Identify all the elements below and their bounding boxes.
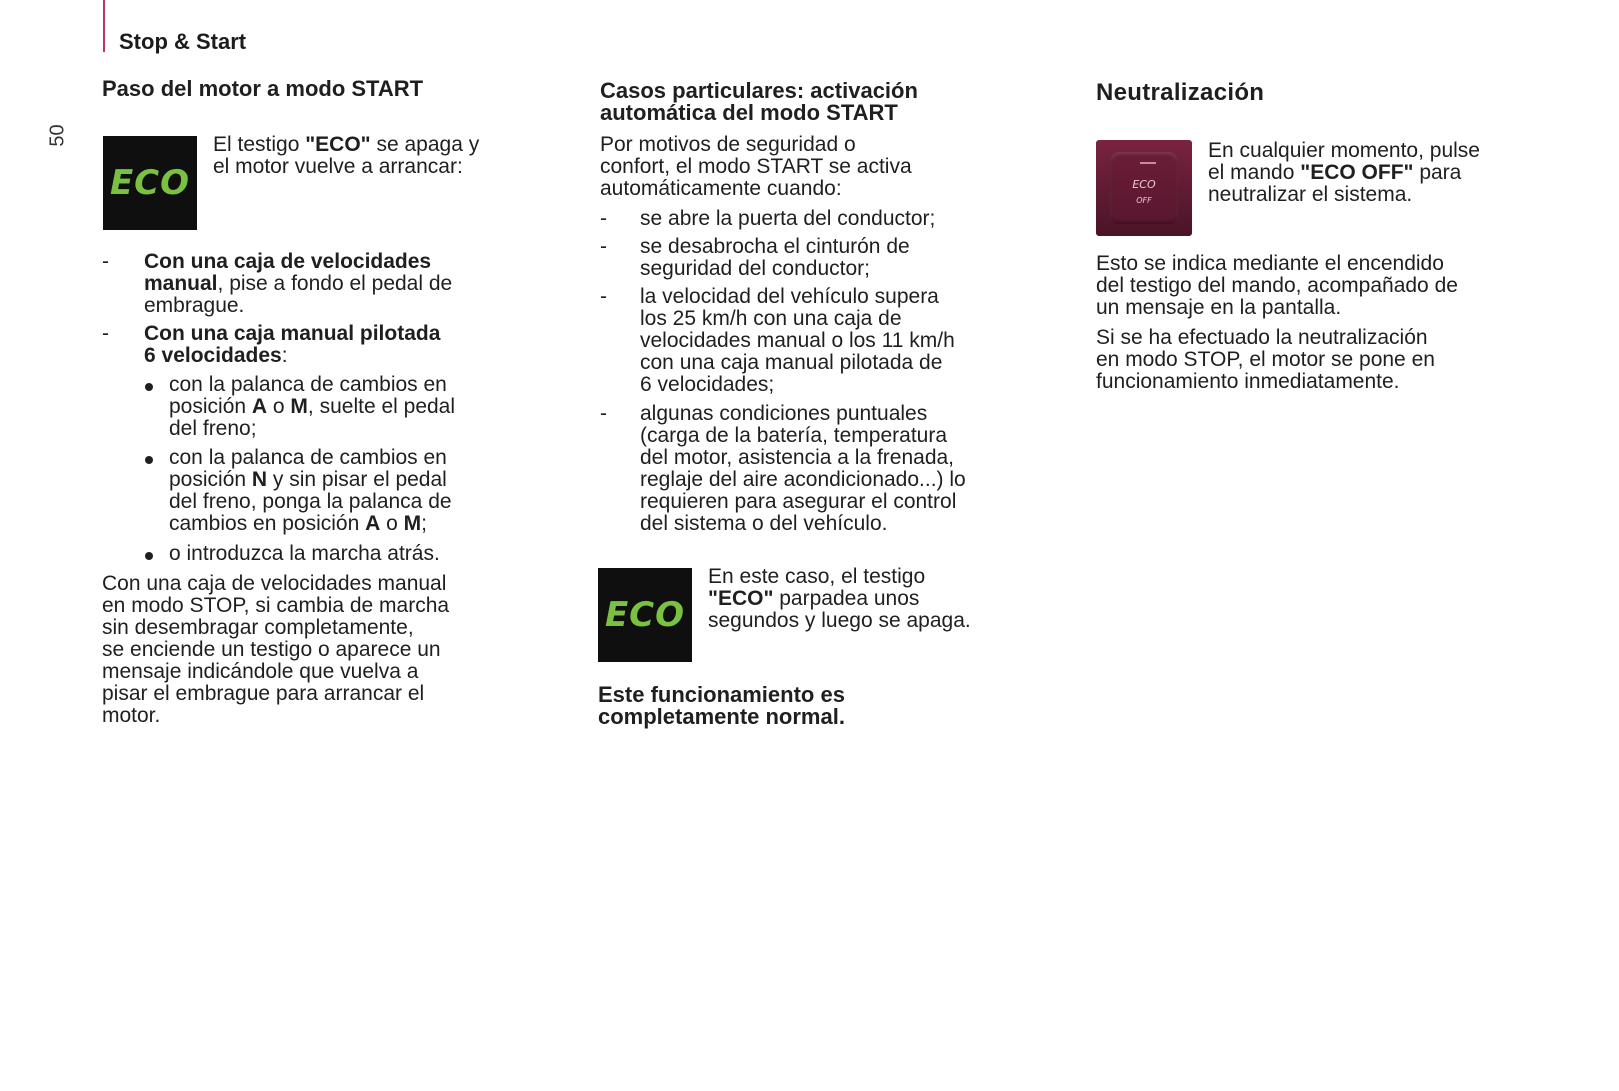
header-accent-bar [103,0,105,52]
heading-start-mode: Paso del motor a modo START [102,76,424,101]
eco-intro-text: El testigo "ECO" se apaga y el motor vuelve a arrancar: [213,133,480,178]
eco-off-button-icon: ECO OFF [1096,140,1192,236]
page-number: 50 [46,124,69,147]
eco-blink-text: En este caso, el testigo "ECO" parpadea unos segundos y luego se apaga. [708,565,971,632]
special-cases-intro: Por motivos de seguridad o confort, el modo START se activa automáticamente cuando: [600,133,912,200]
heading-special-cases: Casos particulares: activación automática del modo START [600,78,918,125]
eco-indicator-icon: ECO [598,568,692,662]
section-title: Stop & Start [119,29,247,54]
manual-stop-paragraph: Con una caja de velocidades manual en modo STOP, si cambia de marcha sin desembragar completamente, se enciende un testigo o aparece un mensaje indicándole que vuelva a pisar el embrague para arrancar el motor. [102,572,450,727]
indicator-paragraph: Esto se indica mediante el encendido del testigo del mando, acompañado de un mensaje en la pantalla. [1096,252,1458,319]
bullet-icon [145,552,153,560]
eco-off-instruction: En cualquier momento, pulse el mando "ECO OFF" para neutralizar el sistema. [1208,139,1480,206]
bullet-icon [145,383,153,391]
heading-neutralization: Neutralización [1096,79,1265,106]
eco-indicator-icon: ECO [103,136,197,230]
bullet-icon [145,456,153,464]
normal-operation-note: Este funcionamiento es completamente normal. [598,682,845,729]
stop-mode-paragraph: Si se ha efectuado la neutralización en modo STOP, el motor se pone en funcionamiento inmediatamente. [1096,326,1435,393]
